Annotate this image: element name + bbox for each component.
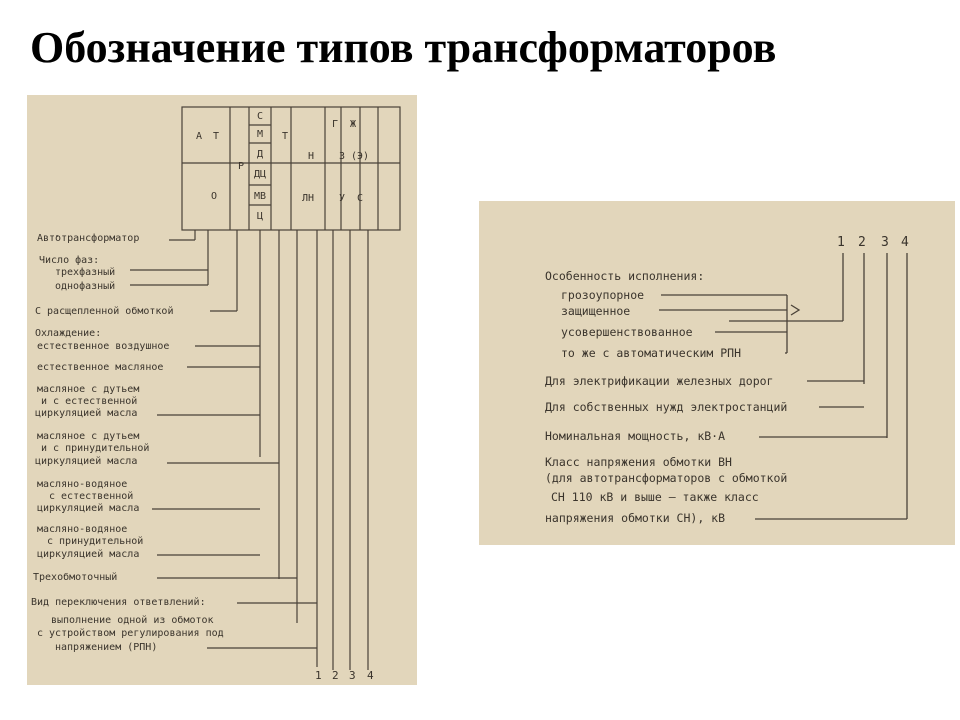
- table-cell-s: С: [256, 111, 264, 122]
- table-cell-g: Г: [331, 119, 339, 130]
- label-hv-class-3: СН 110 кВ и выше – также класс: [551, 490, 759, 504]
- left-number-4: 4: [367, 669, 374, 682]
- table-cell-d: Д: [256, 149, 264, 160]
- label-improved: усовершенствованное: [561, 325, 693, 339]
- label-oil-blast-2: и с естественной: [41, 396, 138, 407]
- table-cell-z-e: З (Э): [338, 151, 370, 162]
- right-number-2: 2: [858, 235, 866, 250]
- label-protected: защищенное: [561, 304, 631, 318]
- label-natural-air: естественное воздушное: [37, 341, 170, 352]
- label-tap-1: выполнение одной из обмоток: [51, 615, 214, 626]
- table-cell-r: Р: [237, 161, 245, 172]
- label-oil-water-1: масляно-водяное: [37, 479, 128, 490]
- table-cell-m: М: [256, 129, 264, 140]
- table-cell-t: Т: [212, 131, 220, 142]
- table-cell-ln: ЛН: [301, 193, 315, 204]
- table-cell-dc: ДЦ: [253, 169, 267, 180]
- table-cell-o: О: [210, 191, 218, 202]
- label-oil-forced-2: и с принудительной: [41, 443, 150, 454]
- table-cell-n: Н: [307, 151, 315, 162]
- right-number-4: 4: [901, 235, 909, 250]
- label-phase-count: Число фаз:: [39, 255, 100, 266]
- label-oil-blast-3: циркуляцией масла: [35, 408, 138, 419]
- label-tap-switching: Вид переключения ответвлений:: [31, 597, 206, 608]
- right-number-3: 3: [881, 235, 889, 250]
- label-lightning-proof: грозоупорное: [561, 288, 645, 302]
- label-oil-water-forced-3: циркуляцией масла: [37, 549, 140, 560]
- label-oil-forced-1: масляное с дутьем: [37, 431, 140, 442]
- label-rated-power: Номинальная мощность, кВ·А: [545, 429, 726, 443]
- label-station-aux: Для собственных нужд электростанций: [545, 400, 788, 414]
- label-cooling: Охлаждение:: [35, 328, 102, 339]
- label-railway: Для электрификации железных дорог: [545, 374, 774, 388]
- label-oil-water-3: циркуляцией масла: [37, 503, 140, 514]
- table-cell-mv: МВ: [253, 191, 267, 202]
- left-scan-figure: [27, 95, 417, 685]
- label-oil-blast-1: масляное с дутьем: [37, 384, 140, 395]
- table-cell-s2: С: [356, 193, 364, 204]
- label-design-feature: Особенность исполнения:: [545, 269, 705, 283]
- label-tap-2: с устройством регулирования под: [37, 628, 224, 639]
- label-hv-class-4: напряжения обмотки СН), кВ: [545, 511, 726, 525]
- label-hv-class-1: Класс напряжения обмотки ВН: [545, 455, 732, 469]
- table-cell-zh: Ж: [349, 119, 357, 130]
- label-auto-rpn: то же с автоматическим РПН: [561, 346, 742, 360]
- label-three-winding: Трехобмоточный: [33, 572, 118, 583]
- table-cell-c: Ц: [256, 211, 264, 222]
- label-oil-water-2: с естественной: [49, 491, 134, 502]
- label-hv-class-2: (для автотрансформаторов с обмоткой: [545, 471, 788, 485]
- label-single-phase: однофазный: [55, 281, 116, 292]
- left-number-3: 3: [349, 669, 356, 682]
- right-scan-figure: [479, 201, 955, 545]
- label-tap-3: напряжением (РПН): [55, 642, 158, 653]
- left-number-2: 2: [332, 669, 339, 682]
- label-oil-water-forced-1: масляно-водяное: [37, 524, 128, 535]
- page-title: Обозначение типов трансформаторов: [30, 23, 777, 72]
- table-cell-a: А: [195, 131, 203, 142]
- label-three-phase: трехфазный: [55, 267, 116, 278]
- label-autotransformer: Автотрансформатор: [37, 233, 140, 244]
- label-oil-forced-3: циркуляцией масла: [35, 456, 138, 467]
- left-number-1: 1: [315, 669, 322, 682]
- label-natural-oil: естественное масляное: [37, 362, 164, 373]
- label-split-winding: С расщепленной обмоткой: [35, 306, 174, 317]
- table-cell-t2: Т: [281, 131, 289, 142]
- right-number-1: 1: [837, 235, 845, 250]
- table-cell-u: У: [338, 193, 346, 204]
- label-oil-water-forced-2: с принудительной: [47, 536, 144, 547]
